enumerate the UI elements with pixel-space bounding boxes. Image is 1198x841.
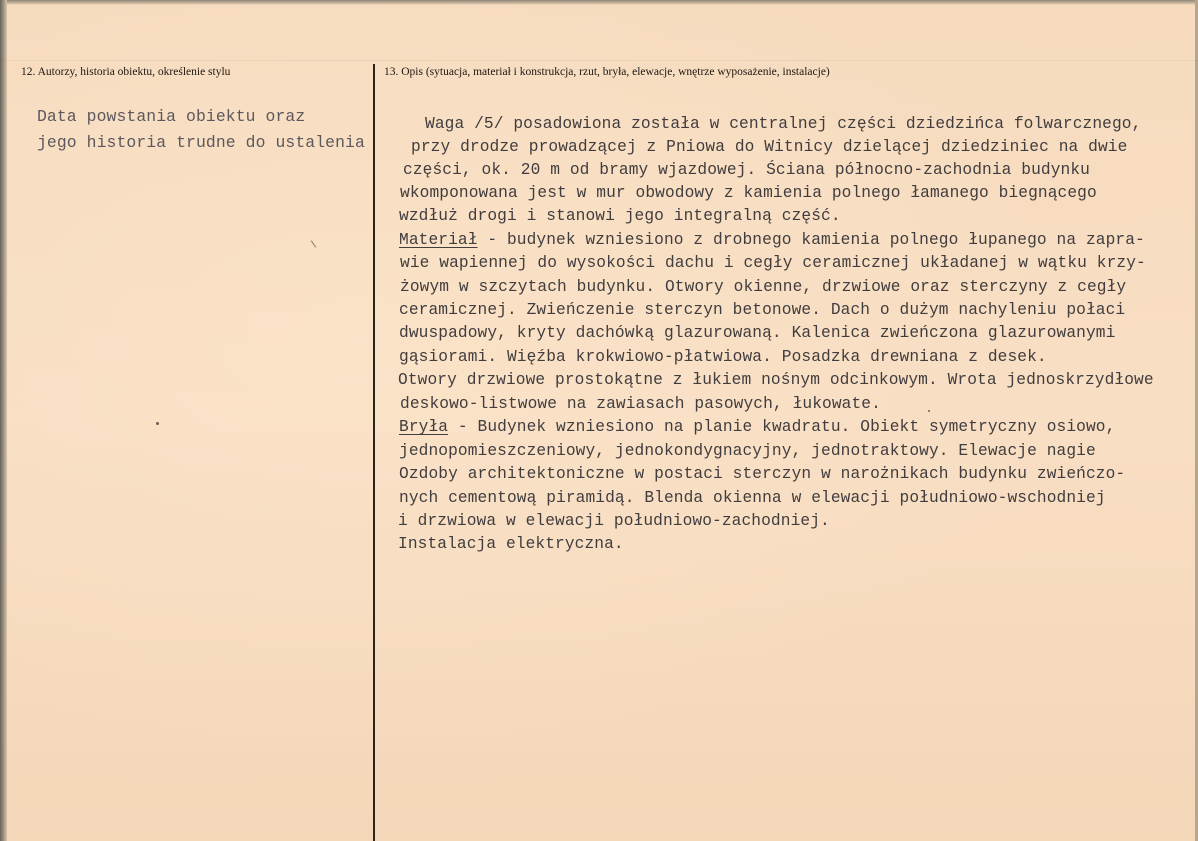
section-13-header: 13. Opis (sytuacja, materiał i konstrukcja, rzut, bryła, elewacje, wnętrze wyposażenie, instalacje) [384, 66, 830, 78]
description-line: jednopomieszczeniowy, jednokondygnacyjny, jednotraktowy. Elewacje nagie [399, 442, 1096, 460]
description-line: i drzwiowa w elewacji południowo-zachodniej. [398, 512, 830, 530]
description-line: Instalacja elektryczna. [398, 535, 624, 553]
description-line: Otwory drzwiowe prostokątne z łukiem nośnym odcinkowym. Wrota jednoskrzydłowe [398, 371, 1154, 389]
material-text: - budynek wzniesiono z drobnego kamienia polnego łupanego na zapra- [477, 231, 1145, 249]
description-line: deskowo-listwowe na zawiasach pasowych, łukowate. [400, 395, 881, 413]
description-line: wie wapiennej do wysokości dachu i cegły ceramicznej układanej w wątku krzy- [400, 254, 1146, 272]
bryla-first-line [399, 416, 1115, 439]
page-left-edge [0, 0, 7, 841]
column-divider [373, 64, 375, 841]
paper-blemish [156, 422, 159, 425]
bryla-label: Bryła [399, 418, 449, 436]
description-line: ceramicznej. Zwieńczenie sterczyn betonowe. Dach o dużym nachyleniu połaci [399, 301, 1126, 319]
section-12-line: jego historia trudne do ustalenia [37, 133, 365, 152]
description-line: Waga /5/ posadowiona została w centralnej części dziedzińca folwarcznego, [425, 115, 1142, 133]
paper-fold [0, 60, 1198, 61]
section-12-text [37, 104, 365, 156]
description-line: wzdłuż drogi i stanowi jego integralną część. [399, 207, 841, 225]
description-line: dwuspadowy, kryty dachówką glazurowaną. Kalenica zwieńczona glazurowanymi [399, 324, 1116, 342]
description-line: nych cementową piramidą. Blenda okienna w elewacji południowo-wschodniej [399, 489, 1106, 507]
description-line: przy drodze prowadzącej z Pniowa do Witnicy dzielącej dziedziniec na dwie [411, 138, 1128, 156]
section-12-line: Data powstania obiektu oraz [37, 107, 306, 126]
paper-blemish [311, 240, 316, 247]
paper-blemish [928, 410, 930, 412]
material-first-line [399, 229, 1145, 252]
description-line: Ozdoby architektoniczne w postaci sterczyn w narożnikach budynku zwieńczo- [399, 465, 1126, 483]
material-label: Materiał [399, 231, 478, 249]
bryla-text: - Budynek wzniesiono na planie kwadratu. Obiekt symetryczny osiowo, [448, 418, 1116, 436]
description-line: wkomponowana jest w mur obwodowy z kamienia polnego łamanego biegnącego [400, 184, 1097, 202]
description-line: żowym w szczytach budynku. Otwory okienne, drzwiowe oraz sterczyny z cegły [400, 278, 1127, 296]
section-12-header: 12. Autorzy, historia obiektu, określenie stylu [21, 66, 231, 78]
description-line: części, ok. 20 m od bramy wjazdowej. Ściana północno-zachodnia budynku [403, 161, 1090, 179]
page-top-edge [7, 0, 1197, 5]
description-line: gąsiorami. Więźba krokwiowo-płatwiowa. Posadzka drewniana z desek. [399, 348, 1047, 366]
